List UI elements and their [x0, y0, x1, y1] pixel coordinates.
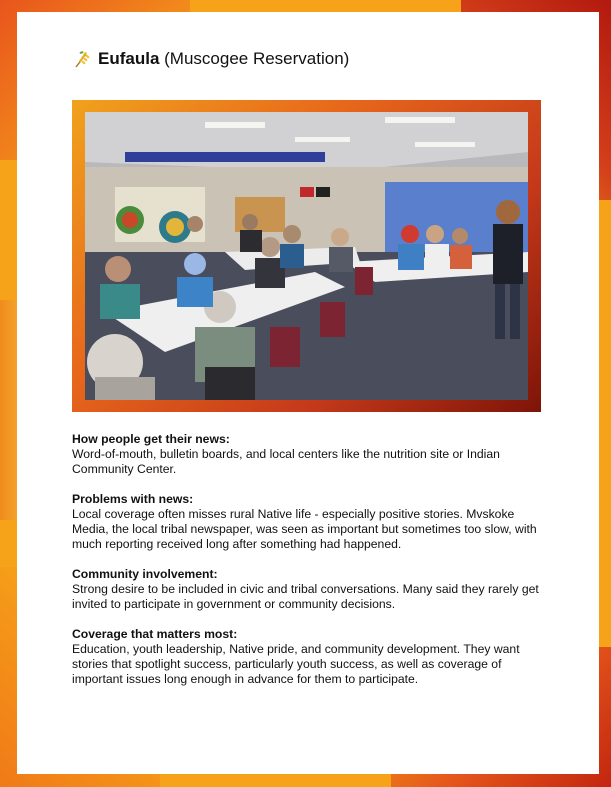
content	[72, 432, 542, 702]
section-news-sources	[72, 432, 542, 477]
section-heading: Community involvement:	[72, 567, 218, 581]
title-reservation: (Muscogee Reservation)	[159, 49, 350, 68]
page-card	[17, 12, 599, 774]
section-body: Strong desire to be included in civic and tribal conversations. Many said they rarely get invited to participate in government or community decisions.	[72, 582, 539, 611]
community-meeting-photo	[85, 112, 528, 400]
section-news-problems	[72, 492, 542, 552]
section-heading: Coverage that matters most:	[72, 627, 238, 641]
section-heading: Problems with news:	[72, 492, 194, 506]
page-title	[72, 49, 349, 69]
title-place: Eufaula	[98, 49, 160, 68]
section-body: Local coverage often misses rural Native life - especially positive stories. Mvskoke Media, the local tribal newspaper, was seen as important but sometimes too slow, with much reporting received long after something had happened.	[72, 507, 537, 551]
section-body: Word-of-mouth, bulletin boards, and local centers like the nutrition site or Indian Community Center.	[72, 447, 500, 476]
section-community-involvement	[72, 567, 542, 612]
section-coverage-priorities	[72, 627, 542, 687]
wheat-icon	[72, 49, 92, 69]
section-heading: How people get their news:	[72, 432, 230, 446]
photo-frame	[72, 100, 541, 412]
section-body: Education, youth leadership, Native pride, and community development. They want stories that spotlight success, particularly youth success, as well as coverage of important issues long enough in advance for them to participate.	[72, 642, 520, 686]
